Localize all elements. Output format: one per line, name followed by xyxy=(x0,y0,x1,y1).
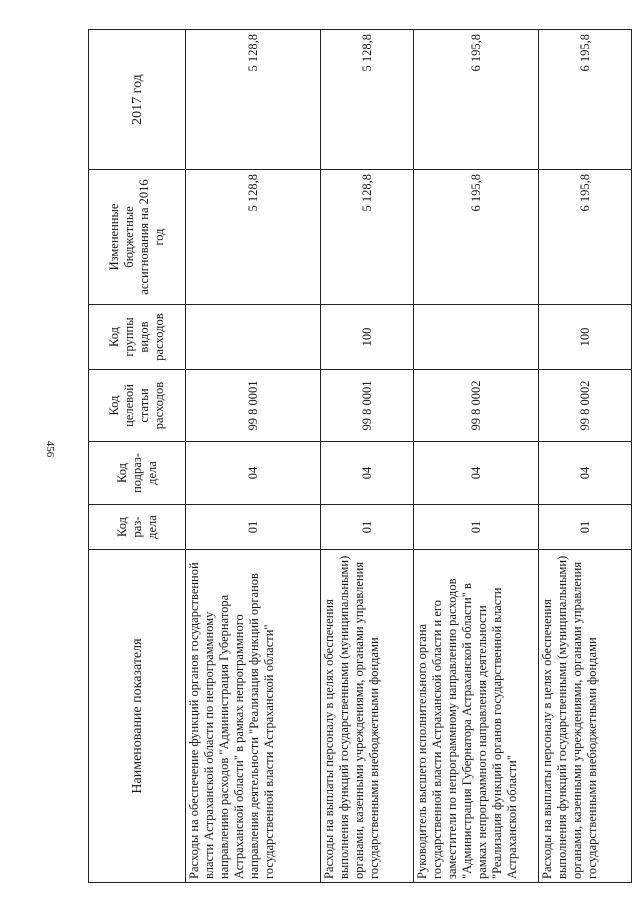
table-row xyxy=(321,30,414,883)
row-target-item: 99 8 0002 xyxy=(539,370,632,442)
row-target-item: 99 8 0001 xyxy=(186,370,321,442)
row-name: Расходы на выплаты персоналу в целях обеспечения выполнения функций государственными (муниципальными) органами, казенными учреждениями, органами управления государственными внебюджетными фондами xyxy=(539,550,632,883)
page-number: 456 xyxy=(44,440,56,458)
header-section: Код раз-дела xyxy=(89,505,186,550)
row-subsection: 04 xyxy=(414,442,539,505)
row-target-item: 99 8 0001 xyxy=(321,370,414,442)
row-expense-group xyxy=(186,305,321,370)
row-name: Расходы на выплаты персоналу в целях обеспечения выполнения функций государственными (муниципальными) органами, казенными учреждениями, органами управления государственными внебюджетными фондами xyxy=(321,550,414,883)
row-section: 01 xyxy=(186,505,321,550)
row-year-2017: 6 195,8 xyxy=(414,30,539,170)
row-section: 01 xyxy=(321,505,414,550)
row-allocations-2016: 5 128,8 xyxy=(186,170,321,305)
row-subsection: 04 xyxy=(539,442,632,505)
header-expense-group: Код группы видов расходов xyxy=(89,305,186,370)
row-target-item: 99 8 0002 xyxy=(414,370,539,442)
row-subsection: 04 xyxy=(321,442,414,505)
row-section: 01 xyxy=(539,505,632,550)
header-name: Наименование показателя xyxy=(89,550,186,883)
budget-table xyxy=(88,29,632,883)
row-allocations-2016: 6 195,8 xyxy=(539,170,632,305)
table-row xyxy=(414,30,539,883)
row-allocations-2016: 6 195,8 xyxy=(414,170,539,305)
row-expense-group: 100 xyxy=(539,305,632,370)
header-row xyxy=(89,30,186,883)
row-allocations-2016: 5 128,8 xyxy=(321,170,414,305)
header-allocations-2016: Измененные бюджетные ассигнования на 2016 год xyxy=(89,170,186,305)
table-row xyxy=(186,30,321,883)
row-expense-group xyxy=(414,305,539,370)
rotated-table-wrapper xyxy=(88,30,599,883)
row-year-2017: 5 128,8 xyxy=(321,30,414,170)
row-expense-group: 100 xyxy=(321,305,414,370)
header-year-2017: 2017 год xyxy=(89,30,186,170)
row-name: Расходы на обеспечение функций органов государственной власти Астраханской области по непрограммному направлению расходов "Администрация Губернатора Астраханской области" в рамках непрограммного направления деятельности "Реализация функций органов государственной власти Астраханской области" xyxy=(186,550,321,883)
row-year-2017: 5 128,8 xyxy=(186,30,321,170)
table-row xyxy=(539,30,632,883)
row-section: 01 xyxy=(414,505,539,550)
row-name: Руководитель высшего исполнительного органа государственной власти Астраханской области и его заместители по непрограммному направлению расходов "Администрация Губернатора Астраханской области" в рамках непрограммного направления деятельности "Реализация функций органов государственной власти Астраханской области" xyxy=(414,550,539,883)
row-subsection: 04 xyxy=(186,442,321,505)
header-subsection: Код подраз-дела xyxy=(89,442,186,505)
header-target-item: Код целевой статьи расходов xyxy=(89,370,186,442)
row-year-2017: 6 195,8 xyxy=(539,30,632,170)
